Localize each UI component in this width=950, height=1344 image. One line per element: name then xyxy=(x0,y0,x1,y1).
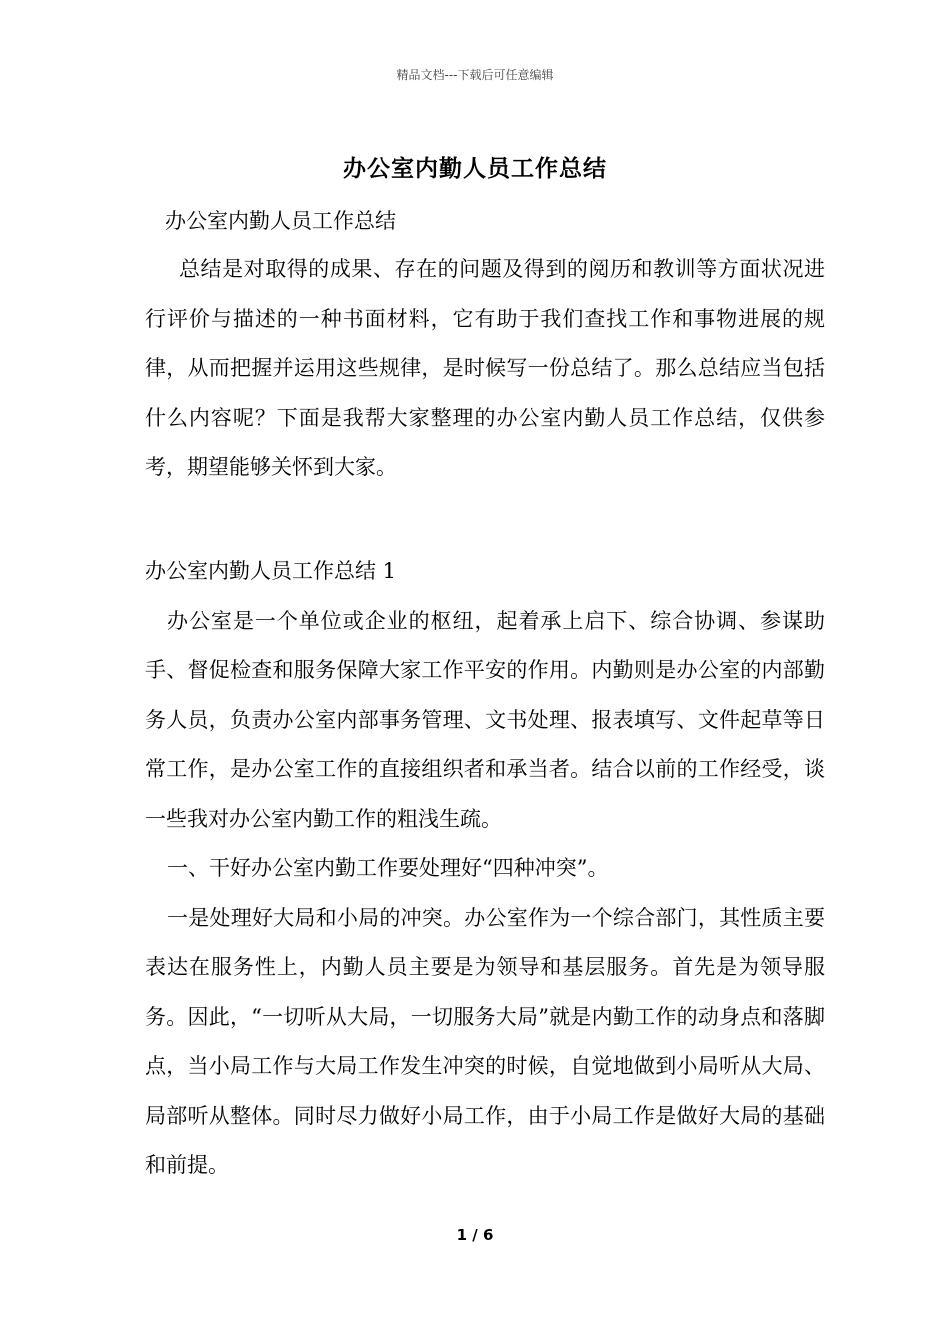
page-number: 1 / 6 xyxy=(456,1226,494,1244)
point-heading: 一、干好办公室内勤工作要处理好“四种冲突”。 xyxy=(167,856,609,880)
intro-block xyxy=(145,245,825,493)
body-paragraph-1: 办公室是一个单位或企业的枢纽，起着承上启下、综合协调、参谋助手、督促检查和服务保障大家工作平安的作用。内勤则是办公室的内部勤务人员，负责办公室内部事务管理、文书处理、报表填写、文件起草等日常工作，是办公室工作的直接组织者和承当者。结合以前的工作经受，谈一些我对办公室内勤工作的粗浅生疏。 xyxy=(145,608,825,831)
section-heading: 办公室内勤人员工作总结 1 xyxy=(145,559,397,583)
body-paragraph-2: 一是处理好大局和小局的冲突。办公室作为一个综合部门，其性质主要表达在服务性上，内勤人员主要是为领导和基层服务。首先是为领导服务。因此，“一切听从大局，一切服务大局”就是内勤工作的动身点和落脚点，当小局工作与大局工作发生冲突的时候，自觉地做到小局听从大局、局部听从整体。同时尽力做好小局工作，由于小局工作是做好大局的基础和前提。 xyxy=(145,905,825,1177)
header-note: 精品文档---下载后可任意编辑 xyxy=(396,68,554,82)
intro-paragraph: 总结是对取得的成果、存在的问题及得到的阅历和教训等方面状况进行评价与描述的一种书面材料，它有助于我们查找工作和事物进展的规律，从而把握并运用这些规律，是时候写一份总结了。那么总结应当包括什么内容呢？下面是我帮大家整理的办公室内勤人员工作总结，仅供参考，期望能够关怀到大家。 xyxy=(145,257,825,479)
document-subtitle: 办公室内勤人员工作总结 xyxy=(165,209,396,233)
section-block xyxy=(145,547,825,1191)
document-title: 办公室内勤人员工作总结 xyxy=(343,155,607,182)
